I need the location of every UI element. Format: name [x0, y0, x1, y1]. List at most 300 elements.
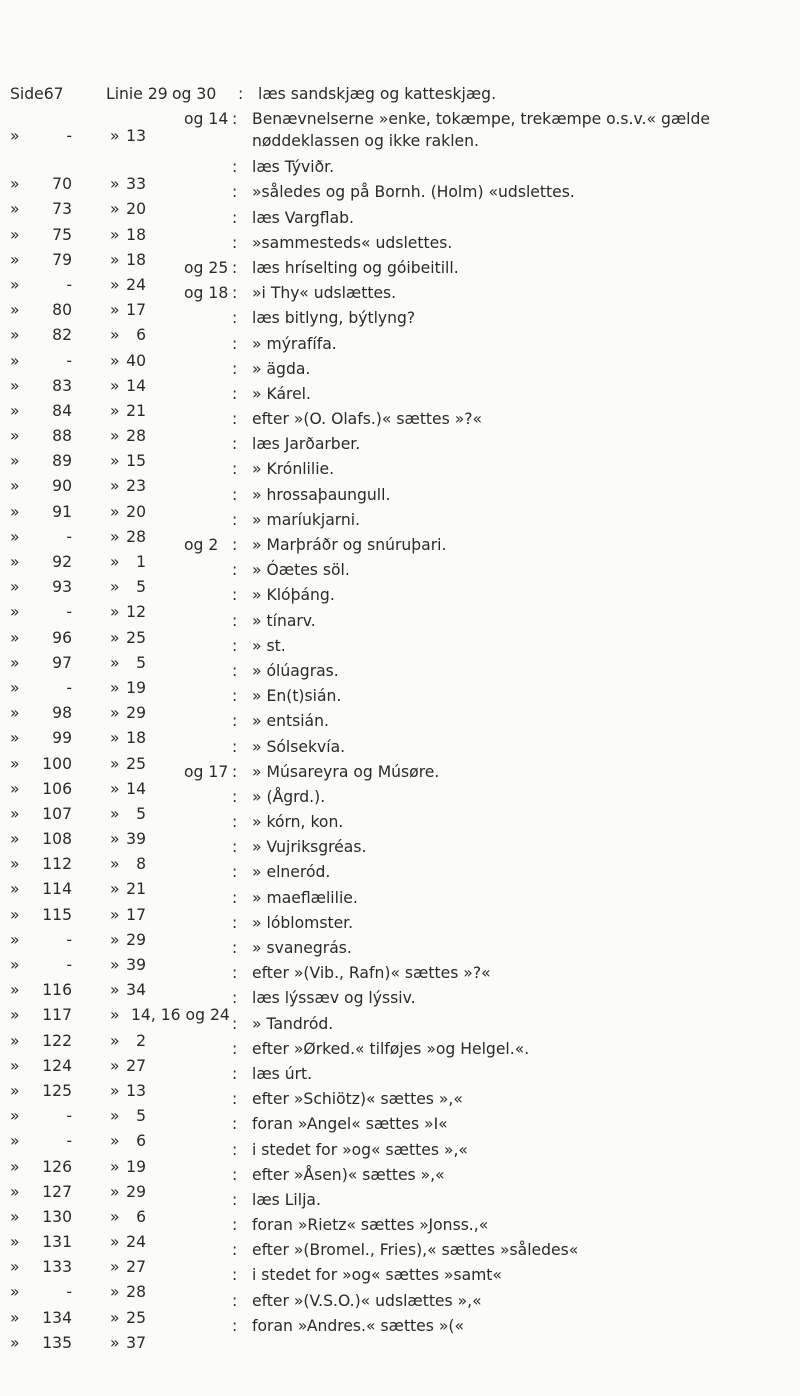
errata-rows	[10, 107, 795, 1352]
colon-separator: :	[232, 989, 238, 1008]
ditto-mark: »	[10, 678, 20, 697]
colon-separator: :	[238, 85, 244, 103]
correction-text: foran »Andres.« sættes »(«	[252, 1316, 465, 1335]
ditto-mark: »	[110, 1006, 120, 1025]
correction-text: » maríukjarni.	[252, 510, 361, 529]
ditto-mark: »	[10, 905, 20, 924]
ditto-mark: »	[10, 981, 20, 1000]
ditto-mark: »	[10, 578, 20, 597]
line-label: Linie	[106, 85, 143, 103]
page-value: 83	[52, 376, 72, 395]
line-value: 21	[126, 401, 146, 420]
correction-text: » (Ågrd.).	[252, 787, 326, 806]
errata-list	[10, 82, 795, 1352]
correction-text: foran »Angel« sættes »I«	[252, 1115, 448, 1134]
line-value: 28	[126, 1283, 146, 1302]
correction-text: »sammesteds« udslettes.	[252, 233, 453, 252]
line-value: 6	[136, 1132, 146, 1151]
correction-text: læs úrt.	[252, 1064, 313, 1083]
correction-text: » st.	[252, 636, 286, 655]
page-value: -	[66, 930, 72, 949]
correction-text: » kórn, kon.	[252, 813, 344, 832]
line-value: 21	[126, 880, 146, 899]
page-value: 115	[42, 905, 72, 924]
ditto-mark: »	[110, 603, 120, 622]
ditto-mark: »	[10, 729, 20, 748]
page-value: 80	[52, 301, 72, 320]
correction-text: læs Vargflab.	[252, 208, 355, 227]
line-value: 12	[126, 603, 146, 622]
ditto-mark: »	[10, 1081, 20, 1100]
ditto-mark: »	[110, 704, 120, 723]
ditto-mark: »	[110, 1233, 120, 1252]
page-value: 126	[42, 1157, 72, 1176]
ditto-mark: »	[110, 653, 120, 672]
colon-separator: :	[232, 712, 238, 731]
ditto-mark: »	[10, 1031, 20, 1050]
ditto-mark: »	[110, 477, 120, 496]
ditto-mark: »	[110, 127, 120, 146]
ditto-mark: »	[110, 729, 120, 748]
correction-text: » mýrafífa.	[252, 334, 337, 353]
ditto-mark: »	[110, 855, 120, 874]
ditto-mark: »	[110, 628, 120, 647]
header-extra-lines: og 30	[172, 85, 217, 103]
page-value: 93	[52, 578, 72, 597]
colon-separator: :	[232, 661, 238, 680]
colon-separator: :	[232, 1291, 238, 1310]
line-value: 33	[126, 175, 146, 194]
colon-separator: :	[232, 208, 238, 227]
page-value: 133	[42, 1258, 72, 1277]
correction-text: » Vujriksgréas.	[252, 838, 367, 857]
ditto-mark: »	[110, 351, 120, 370]
line-value: 20	[126, 200, 146, 219]
ditto-mark: »	[10, 376, 20, 395]
ditto-mark: »	[110, 275, 120, 294]
colon-separator: :	[232, 1190, 238, 1209]
line-value: 14	[126, 779, 146, 798]
ditto-mark: »	[10, 1056, 20, 1075]
line-value: 29	[126, 930, 146, 949]
correction-text: læs Lilja.	[252, 1190, 321, 1209]
ditto-mark: »	[110, 905, 120, 924]
page-value: 127	[42, 1182, 72, 1201]
colon-separator: :	[232, 309, 238, 328]
line-value: 24	[126, 1233, 146, 1252]
ditto-mark: »	[110, 376, 120, 395]
ditto-mark: »	[110, 880, 120, 899]
colon-separator: :	[232, 536, 238, 554]
ditto-mark: »	[110, 1258, 120, 1277]
colon-separator: :	[232, 183, 238, 202]
line-value: 14	[126, 376, 146, 395]
line-value: 25	[126, 1308, 146, 1327]
ditto-mark: »	[110, 301, 120, 320]
line-value: 27	[126, 1258, 146, 1277]
correction-text: » ägda.	[252, 359, 311, 378]
ditto-mark: »	[10, 779, 20, 798]
ditto-mark: »	[110, 427, 120, 446]
ditto-mark: »	[10, 301, 20, 320]
line-value: 19	[126, 678, 146, 697]
correction-text: i stedet for »og« sættes »samt«	[252, 1266, 502, 1285]
page-value: 116	[42, 981, 72, 1000]
page-value: -	[66, 603, 72, 622]
colon-separator: :	[232, 1241, 238, 1260]
colon-separator: :	[232, 586, 238, 605]
correction-text: » Óætes söl.	[252, 561, 350, 580]
page-value: 90	[52, 477, 72, 496]
colon-separator: :	[232, 410, 238, 429]
correction-text: efter »(O. Olafs.)« sættes »?«	[252, 410, 483, 429]
extra-lines: og 17	[184, 762, 229, 781]
line-value: 18	[126, 729, 146, 748]
correction-text: » Músareyra og Músøre.	[252, 762, 440, 781]
colon-separator: :	[232, 284, 238, 303]
line-value: 20	[126, 502, 146, 521]
page-value: 89	[52, 452, 72, 471]
extra-lines: og 18	[184, 284, 229, 303]
ditto-mark: »	[10, 603, 20, 622]
ditto-mark: »	[10, 1182, 20, 1201]
correction-text: » Tandród.	[252, 1014, 334, 1033]
correction-text: læs bitlyng, býtlyng?	[252, 309, 416, 328]
ditto-mark: »	[110, 553, 120, 571]
page-value: 135	[42, 1333, 72, 1352]
page-value: 107	[42, 804, 72, 823]
line-value: 6	[136, 1207, 146, 1226]
errata-header-row	[10, 82, 795, 107]
ditto-mark: »	[10, 326, 20, 345]
colon-separator: :	[232, 939, 238, 957]
correction-text: » Sólsekvía.	[252, 737, 346, 756]
correction-text: efter »(Vib., Rafn)« sættes »?«	[252, 964, 491, 983]
page-value: 114	[42, 880, 72, 899]
colon-separator: :	[232, 863, 238, 882]
colon-separator: :	[232, 787, 238, 806]
correction-text: » Kárel.	[252, 384, 311, 403]
page-value: -	[66, 127, 72, 146]
colon-separator: :	[232, 561, 238, 580]
correction-text: » hrossaþaungull.	[252, 485, 391, 504]
line-value: 40	[126, 351, 146, 370]
ditto-mark: »	[110, 678, 120, 697]
ditto-mark: »	[110, 527, 120, 546]
ditto-mark: »	[110, 1056, 120, 1075]
ditto-mark: »	[10, 754, 20, 773]
colon-separator: :	[232, 1064, 238, 1083]
page-value: -	[66, 956, 72, 974]
ditto-mark: »	[10, 401, 20, 420]
page-value: 130	[42, 1207, 72, 1226]
ditto-mark: »	[110, 502, 120, 521]
correction-text: » Marþráðr og snúruþari.	[252, 536, 447, 554]
page-value: 124	[42, 1056, 72, 1075]
correction-text: » lóblomster.	[252, 913, 354, 932]
line-value: 39	[126, 956, 146, 974]
colon-separator: :	[232, 1165, 238, 1184]
line-value: 28	[126, 427, 146, 446]
line-value: 24	[126, 275, 146, 294]
line-value: 25	[126, 628, 146, 647]
extra-lines: og 25	[184, 258, 229, 277]
ditto-mark: »	[10, 452, 20, 471]
header-line-cell	[106, 82, 166, 107]
correction-text: » Klóþáng.	[252, 586, 335, 605]
ditto-mark: »	[110, 250, 120, 269]
colon-separator: :	[232, 1014, 238, 1033]
ditto-mark: »	[110, 1283, 120, 1302]
page-value: 112	[42, 855, 72, 874]
ditto-mark: »	[10, 200, 20, 219]
ditto-mark: »	[10, 930, 20, 949]
line-value: 17	[126, 301, 146, 320]
page-value: -	[66, 351, 72, 370]
ditto-mark: »	[110, 452, 120, 471]
line-value: 8	[136, 855, 146, 874]
page-label: Side	[10, 85, 44, 103]
ditto-mark: »	[10, 830, 20, 849]
correction-text: efter »(V.S.O.)« udslættes »,«	[252, 1291, 482, 1310]
page-value: 100	[42, 754, 72, 773]
ditto-mark: »	[10, 250, 20, 269]
line-value: 5	[136, 578, 146, 597]
correction-text: foran »Rietz« sættes »Jonss.,«	[252, 1216, 489, 1235]
colon-separator: :	[232, 913, 238, 932]
ditto-mark: »	[110, 1157, 120, 1176]
page-value: 88	[52, 427, 72, 446]
correction-text: læs Týviðr.	[252, 158, 335, 177]
page-value: 122	[42, 1031, 72, 1050]
page-value: -	[66, 1132, 72, 1151]
ditto-mark: »	[10, 653, 20, 672]
ditto-mark: »	[110, 175, 120, 194]
ditto-mark: »	[110, 956, 120, 974]
correction-text: » svanegrás.	[252, 939, 352, 957]
ditto-mark: »	[110, 981, 120, 1000]
ditto-mark: »	[10, 1107, 20, 1126]
page-number: 67	[43, 85, 64, 103]
page-value: 134	[42, 1308, 72, 1327]
page-value: 131	[42, 1233, 72, 1252]
page-value: 108	[42, 830, 72, 849]
line-value: 25	[126, 754, 146, 773]
page-value: -	[66, 527, 72, 546]
correction-text: » entsián.	[252, 712, 329, 731]
colon-separator: :	[232, 334, 238, 353]
ditto-mark: »	[110, 1132, 120, 1151]
page-value: 117	[42, 1006, 72, 1025]
correction-text: Benævnelserne »enke, tokæmpe, trekæmpe o.s.v.« gælde nøddeklassen og ikke raklen.	[252, 110, 710, 151]
ditto-mark: »	[10, 502, 20, 521]
page-value: 92	[52, 553, 72, 571]
line-value: 29	[126, 704, 146, 723]
ditto-mark: »	[10, 477, 20, 496]
page-value: -	[66, 1283, 72, 1302]
colon-separator: :	[232, 1090, 238, 1109]
correction-text: læs lýssæv og lýssiv.	[252, 989, 416, 1008]
page-value: 82	[52, 326, 72, 345]
ditto-mark: »	[110, 1081, 120, 1100]
line-value: 17	[126, 905, 146, 924]
header-page-cell	[10, 82, 106, 107]
correction-text: læs Jarðarber.	[252, 435, 361, 454]
colon-separator: :	[232, 460, 238, 479]
ditto-mark: »	[10, 427, 20, 446]
ditto-mark: »	[10, 1283, 20, 1302]
ditto-mark: »	[110, 1107, 120, 1126]
ditto-mark: »	[110, 401, 120, 420]
page-value: 70	[52, 175, 72, 194]
ditto-mark: »	[10, 275, 20, 294]
ditto-mark: »	[10, 127, 20, 146]
line-value: 18	[126, 225, 146, 244]
line-value: 27	[126, 1056, 146, 1075]
page-value: 73	[52, 200, 72, 219]
ditto-mark: »	[10, 880, 20, 899]
ditto-mark: »	[110, 930, 120, 949]
correction-text: i stedet for »og« sættes »,«	[252, 1140, 468, 1159]
correction-text: » tínarv.	[252, 611, 316, 630]
correction-text: efter »Åsen)« sættes »,«	[252, 1165, 445, 1184]
ditto-mark: »	[10, 1006, 20, 1025]
line-value: 28	[126, 527, 146, 546]
page-value: -	[66, 678, 72, 697]
ditto-mark: »	[10, 1308, 20, 1327]
extra-lines: og 2	[184, 536, 219, 554]
colon-separator: :	[232, 384, 238, 403]
line-value: 23	[126, 477, 146, 496]
correction-text: » Krónlilie.	[252, 460, 335, 479]
ditto-mark: »	[110, 225, 120, 244]
page-value: 97	[52, 653, 72, 672]
ditto-mark: »	[10, 628, 20, 647]
ditto-mark: »	[110, 754, 120, 773]
correction-text: efter »Ørked.« tilføjes »og Helgel.«.	[252, 1039, 530, 1058]
line-value: 15	[126, 452, 146, 471]
colon-separator: :	[232, 838, 238, 857]
colon-separator: :	[232, 1216, 238, 1235]
correction-text: » En(t)sián.	[252, 687, 342, 706]
correction-text: » maeflælilie.	[252, 888, 358, 907]
ditto-mark: »	[110, 779, 120, 798]
ditto-mark: »	[10, 956, 20, 974]
page-value: -	[66, 1107, 72, 1126]
extra-lines: og 14	[184, 110, 229, 129]
ditto-mark: »	[10, 225, 20, 244]
colon-separator: :	[232, 1039, 238, 1058]
ditto-mark: »	[110, 1207, 120, 1226]
ditto-mark: »	[10, 527, 20, 546]
line-value: 5	[136, 653, 146, 672]
ditto-mark: »	[110, 1333, 120, 1352]
ditto-mark: »	[110, 1182, 120, 1201]
colon-separator: :	[232, 888, 238, 907]
line-value: 14, 16 og 24	[131, 1006, 230, 1025]
colon-separator: :	[232, 258, 238, 277]
ditto-mark: »	[110, 1308, 120, 1327]
ditto-mark: »	[10, 351, 20, 370]
page-value: 99	[52, 729, 72, 748]
colon-separator: :	[232, 636, 238, 655]
correction-text: » ólúagras.	[252, 661, 339, 680]
ditto-mark: »	[110, 1031, 120, 1050]
correction-text: efter »Schiötz)« sættes »,«	[252, 1090, 463, 1109]
line-value: 2	[136, 1031, 146, 1050]
page-value: 106	[42, 779, 72, 798]
colon-separator: :	[232, 233, 238, 252]
ditto-mark: »	[10, 1207, 20, 1226]
colon-separator: :	[232, 1140, 238, 1159]
ditto-mark: »	[110, 326, 120, 345]
colon-separator: :	[232, 435, 238, 454]
ditto-mark: »	[110, 804, 120, 823]
errata-row	[10, 107, 795, 155]
colon-separator: :	[232, 687, 238, 706]
correction-text: læs hríselting og góibeitill.	[252, 258, 459, 277]
colon-separator: :	[232, 359, 238, 378]
line-value: 39	[126, 830, 146, 849]
page-value: 96	[52, 628, 72, 647]
ditto-mark: »	[10, 1333, 20, 1352]
ditto-mark: »	[110, 578, 120, 597]
colon-separator: :	[232, 1115, 238, 1134]
colon-separator: :	[232, 510, 238, 529]
ditto-mark: »	[10, 175, 20, 194]
colon-separator: :	[232, 485, 238, 504]
colon-separator: :	[232, 964, 238, 983]
correction-text: læs sandskjæg og katteskjæg.	[258, 85, 497, 103]
line-value: 5	[136, 804, 146, 823]
ditto-mark: »	[10, 855, 20, 874]
ditto-mark: »	[10, 553, 20, 571]
ditto-mark: »	[10, 1233, 20, 1252]
line-value: 34	[126, 981, 146, 1000]
line-value: 29	[126, 1182, 146, 1201]
page-value: 91	[52, 502, 72, 521]
ditto-mark: »	[10, 1258, 20, 1277]
colon-separator: :	[232, 737, 238, 756]
line-value: 18	[126, 250, 146, 269]
colon-separator: :	[232, 1316, 238, 1335]
line-value: 5	[136, 1107, 146, 1126]
page-value: 84	[52, 401, 72, 420]
correction-text: »således og på Bornh. (Holm) «udslettes.	[252, 183, 575, 202]
colon-separator: :	[232, 110, 238, 129]
page-value: 79	[52, 250, 72, 269]
page-value: 125	[42, 1081, 72, 1100]
line-value: 19	[126, 1157, 146, 1176]
line-value: 6	[136, 326, 146, 345]
line-value: 37	[126, 1333, 146, 1352]
page-value: 75	[52, 225, 72, 244]
correction-text: »i Thy« udslættes.	[252, 284, 397, 303]
line-number: 29	[147, 85, 168, 103]
correction-text: » elneród.	[252, 863, 331, 882]
correction-text: efter »(Bromel., Fries),« sættes »således«	[252, 1241, 579, 1260]
ditto-mark: »	[10, 1132, 20, 1151]
colon-separator: :	[232, 611, 238, 630]
colon-separator: :	[232, 158, 238, 177]
colon-separator: :	[232, 762, 238, 781]
ditto-mark: »	[10, 704, 20, 723]
ditto-mark: »	[10, 804, 20, 823]
ditto-mark: »	[110, 200, 120, 219]
colon-separator: :	[232, 1266, 238, 1285]
colon-separator: :	[232, 813, 238, 832]
page-value: 98	[52, 704, 72, 723]
